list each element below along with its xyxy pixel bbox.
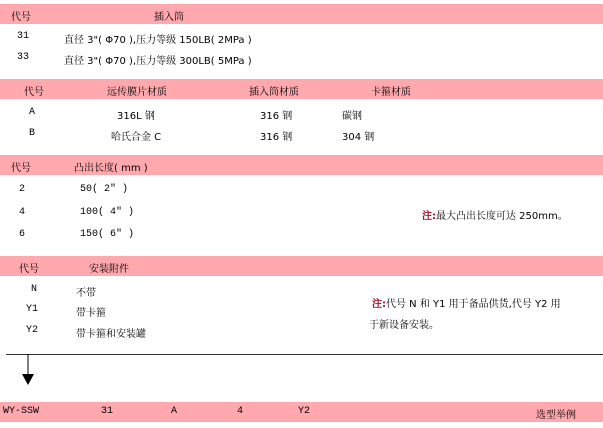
example-code-insert: 31: [101, 406, 114, 417]
section4-note-text: 代号 N 和 Y1 用于备品供货,代号 Y2 用: [386, 299, 561, 310]
example-code-material: A: [171, 406, 178, 417]
section1-header-band: [0, 4, 603, 24]
example-code-accessory: Y2: [298, 406, 311, 417]
section3-row-value: 150( 6" ): [80, 229, 135, 240]
section2-row-insert: 316 钢: [260, 111, 293, 122]
section3-note-label: 注:: [422, 211, 436, 222]
section2-row-code: A: [29, 107, 36, 118]
section4-note-label: 注:: [372, 299, 386, 310]
example-label: 选型举例: [536, 410, 576, 421]
section2-insert-header: 插入筒材质: [249, 87, 299, 98]
section3-row-value: 100( 4" ): [80, 207, 135, 218]
section2-row-diaphragm: 316L 钢: [117, 111, 155, 122]
down-arrow-icon: [21, 354, 35, 386]
section3-note-text: 最大凸出长度可达 250mm。: [436, 211, 568, 222]
section3-row-code: 6: [19, 229, 26, 240]
section2-row-clamp: 304 钢: [342, 132, 375, 143]
section1-row-desc: 直径 3"( Φ70 ),压力等级 300LB( 5MPa ): [64, 56, 252, 67]
section1-code-header: 代号: [11, 12, 31, 23]
section3-row-code: 4: [19, 207, 26, 218]
section3-code-header: 代号: [11, 163, 31, 174]
separator-line: [6, 354, 603, 355]
section1-title-header: 插入筒: [154, 12, 184, 23]
section4-row-code: N: [31, 284, 38, 295]
section1-row-code: 31: [17, 31, 30, 42]
section4-note-line2: 于新设备安装。: [369, 320, 439, 331]
section4-note-line1: [372, 295, 561, 310]
section4-row-desc: 不带: [76, 288, 96, 299]
section2-clamp-header: 卡箍材质: [371, 87, 411, 98]
section2-row-code: B: [29, 128, 36, 139]
section4-row-desc: 带卡箍和安装罐: [76, 329, 146, 340]
section3-title-header: 凸出长度( mm ): [74, 163, 148, 174]
section4-code-header: 代号: [19, 264, 39, 275]
section4-row-desc: 带卡箍: [76, 308, 106, 319]
example-code-length: 4: [237, 406, 244, 417]
section4-title-header: 安装附件: [89, 264, 129, 275]
section2-row-insert: 316 钢: [260, 132, 293, 143]
section1-row-code: 33: [17, 52, 30, 63]
section3-note: [422, 207, 568, 222]
section2-code-header: 代号: [24, 87, 44, 98]
section2-row-clamp: 碳钢: [342, 111, 362, 122]
section1-row-desc: 直径 3"( Φ70 ),压力等级 150LB( 2MPa ): [64, 35, 252, 46]
section3-row-value: 50( 2" ): [80, 184, 129, 195]
section2-diaphragm-header: 远传膜片材质: [107, 87, 167, 98]
section2-header-band: [0, 79, 603, 99]
section4-row-code: Y1: [26, 304, 39, 315]
section4-row-code: Y2: [26, 325, 39, 336]
section2-row-diaphragm: 哈氏合金 C: [111, 132, 162, 143]
example-model: WY-SSW: [3, 406, 40, 417]
section3-row-code: 2: [19, 184, 26, 195]
